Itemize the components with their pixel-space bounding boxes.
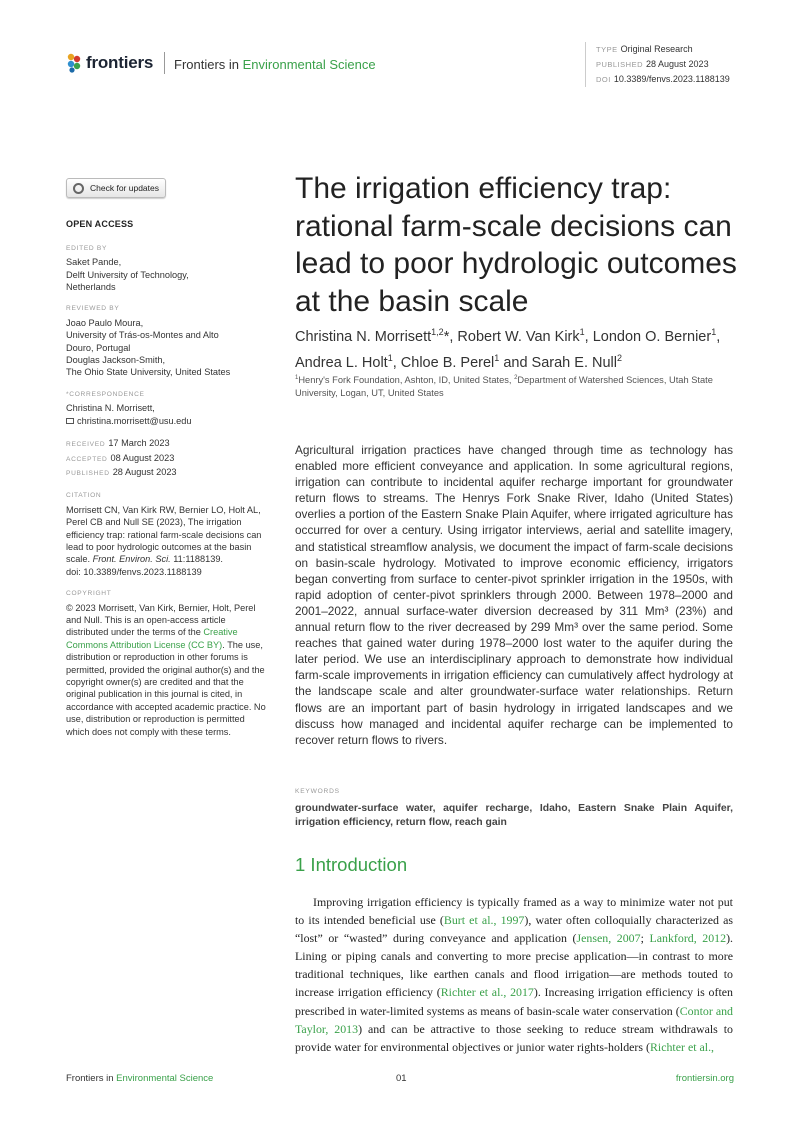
footer-site-link[interactable]: frontiersin.org [675,1073,734,1084]
edited-by-label: EDITED BY [66,244,108,252]
page-header [0,0,800,100]
keywords-label: KEYWORDS [295,788,340,795]
copyright-pre: © 2023 Morrisett, Van Kirk, Bernier, Holt, Perel and Null. This is an open-access article distributed under the terms of the [66,602,256,638]
accepted-value: 08 August 2023 [110,452,175,463]
editor-affiliation: Delft University of Technology, [66,269,189,280]
check-updates-label: Check for updates [90,183,159,193]
correspondence-email[interactable] [66,415,266,427]
affiliation-1-sup: 1 [295,375,299,381]
author-affiliation-sup: 1 [579,327,585,337]
citation-body: Morrisett CN, Van Kirk RW, Bernier LO, Holt AL, Perel CB and Null SE (2023), The irrigation efficiency trap: rational farm-scale decisions can lead to poor hydrologic outcomes at the basin scale. [66,504,262,565]
intro-text: ). Increasing irrigation efficiency is often prescribed in water-limited systems as means of basin-scale water conservation ( [295,985,733,1018]
author-name[interactable]: Andrea L. Holt [295,354,388,371]
published-label: PUBLISHED [66,469,110,477]
keywords: groundwater-surface water, aquifer recharge, Idaho, Eastern Snake Plain Aquifer, irrigation efficiency, return flow, reach gain [295,803,733,828]
article-meta [585,42,730,87]
accepted-label: ACCEPTED [66,455,108,463]
open-access-label: OPEN ACCESS [66,219,134,230]
citation-link[interactable]: Contor and Taylor, 2013 [295,1003,733,1036]
citation-journal: Front. Environ. Sci. [92,554,171,565]
citation-link[interactable]: Burt et al., 1997 [443,913,525,928]
reviewer-name: Douglas Jackson-Smith, [66,355,166,366]
journal-title: Environmental Science [242,57,376,72]
intro-text: ), water often colloquially characterized as “lost” or “wasted” during conveyance and application ( [295,913,733,946]
copyright-text [66,602,266,738]
author-name[interactable]: Sarah E. Null [531,354,617,371]
meta-published-value: 28 August 2023 [646,59,709,69]
author-name[interactable]: London O. Bernier [592,328,712,345]
affiliation-2-sup: 2 [514,375,518,381]
frontiers-logo-icon [66,53,82,73]
meta-doi-value[interactable]: 10.3389/fenvs.2023.1188139 [613,74,730,84]
intro-text: ; [640,931,650,946]
footer-journal[interactable] [66,1073,213,1084]
article-title: The irrigation efficiency trap: rational farm-scale decisions can lead to poor hydrologic outcomes at the basin scale [295,172,737,318]
author-name[interactable]: Chloe B. Perel [400,354,495,371]
cc-license-link[interactable]: Creative Commons Attribution License (CC BY) [66,627,238,650]
check-for-updates-button[interactable] [66,178,166,198]
reviewer-affiliation: Douro, Portugal [66,342,131,353]
frontiers-logo[interactable] [66,53,153,73]
author-affiliation-sup: 1,2 [431,327,444,337]
reviewer-name: Joao Paulo Moura, [66,317,144,328]
citation-link[interactable]: Richter et al., [649,1039,715,1054]
correspondence-label: *CORRESPONDENCE [66,390,145,398]
page-number: 01 [396,1073,407,1084]
citation-link[interactable]: Lankford, 2012 [649,931,727,946]
abstract: Agricultural irrigation practices have changed through time as technology has enabled more efficient conveyance and application. In some agricultural regions, irrigation can contribute to incidental aquifer recharge important for groundwater return flows to streams. The Henrys Fork Snake River, Idaho (United States) overlies a portion of the Eastern Snake Plain Aquifer, where irrigated agriculture has occurred for over a century. Using irrigator interviews, aerial and satellite imagery, and statistical streamflow analysis, we document the impact of farm-scale decisions on basin-scale hydrology. Motivated to improve economic efficiency, irrigators began converting from surface to center-pivot sprinkler irrigation in the 1950s, with rapid adoption of center-pivot sprinklers through 2000. Between 1978–2000 and 2001–2022, annual surface-water diversion decreased by 311 Mm³ (23%) and annual return flow to the river decreased by 299 Mm³ over the same period. Some reaches that gained water during 1978–2000 lost water to the aquifer during the later period. We use an interdisciplinary approach to demonstrate how individual farm-scale improvements in irrigation efficiency can cumulatively affect hydrology at the landscape scale and alter groundwater-surface water relationships. Return flows are an important part of basin hydrology in irrigated landscapes and we discuss how managed and incidental aquifer recharge can be implemented to recover return flows to rivers. [295,443,733,747]
email-address[interactable]: christina.morrisett@usu.edu [77,415,192,426]
affiliation-1: Henry's Fork Foundation, Ashton, ID, United States, [298,375,515,386]
edited-by [66,256,266,293]
intro-text: Improving irrigation efficiency is typically framed as a way to minimize water not put to its intended beneficial use ( [295,895,733,928]
journal-prefix: Frontiers in [174,57,243,72]
citation-text [66,504,266,578]
reviewed-by-label: REVIEWED BY [66,305,120,313]
update-check-icon [73,183,84,194]
correspondence-name: Christina N. Morrisett, [66,403,155,414]
received-value: 17 March 2023 [108,438,170,449]
copyright-post: . The use, distribution or reproduction in other forums is permitted, provided the original author(s) and the copyright owner(s) are credited and that the original publication in this journal is cited, in accordance with accepted academic practice. No use, distribution or reproduction is permitted which does not comply with these terms. [66,639,266,737]
footer-journal-name: Environmental Science [116,1073,214,1084]
editor-country: Netherlands [66,282,116,293]
author-name[interactable]: Christina N. Morrisett [295,328,432,345]
author-list: Christina N. Morrisett$^{1,2}$*, Robert W. Van Kirk$^1$, London O. Bernier$^1$, Andrea L. Holt$^1$, Chloe B. Perel$^1$ and Sarah E. Null$^2$ [295,327,721,371]
journal-name[interactable] [174,57,376,72]
published-date [66,466,266,480]
affiliations [295,372,735,399]
footer-journal-prefix: Frontiers in [66,1073,117,1084]
article-sidebar [66,178,266,738]
article-dates [66,437,266,480]
header-divider [164,52,165,74]
reviewer-affiliation: The Ohio State University, United States [66,367,231,378]
meta-doi-label: DOI [596,75,611,84]
received-label: RECEIVED [66,441,106,449]
citation-volume: 11:1188139. [170,554,223,565]
copyright-label: COPYRIGHT [66,590,112,598]
editor-name: Saket Pande, [66,257,122,268]
received-date [66,437,266,451]
author-name[interactable]: Robert W. Van Kirk [457,328,580,345]
introduction-paragraph [295,893,733,1056]
author-affiliation-sup: 1 [387,352,393,363]
meta-type-label: TYPE [596,45,618,54]
section-heading-introduction: 1 Introduction [295,854,408,875]
author-affiliation-sup: 2 [616,352,622,363]
meta-published-label: PUBLISHED [596,60,644,69]
author-affiliation-sup: 1 [711,327,717,337]
meta-doi[interactable] [596,72,730,87]
logo-text: frontiers [86,53,154,72]
reviewer-affiliation: University of Trás-os-Montes and Alto [66,330,219,341]
meta-type [596,42,730,57]
meta-published [596,57,730,72]
intro-text: ). Lining or piping canals and converting to more precise application—in contrast to more traditional techniques, like earthen canals and flood irrigation—are methods touted to increase irrigation efficiency ( [295,931,734,1000]
meta-type-value: Original Research [620,44,693,54]
published-value: 28 August 2023 [112,466,177,477]
author-affiliation-sup: 1 [494,352,500,363]
affiliation-2: Department of Watershed Sciences, Utah State University, Logan, UT, United States [295,375,713,398]
citation-link[interactable]: Jensen, 2007 [576,931,641,946]
citation-label: CITATION [66,492,102,500]
accepted-date [66,452,266,466]
email-icon [66,418,74,424]
citation-doi: doi: 10.3389/fenvs.2023.1188139 [66,566,202,577]
corresponding-mark: * [443,328,450,345]
intro-text: ) and can be attractive to those seeking to reduce stream withdrawals to provide water for environmental objectives or junior water rights-holders ( [295,1021,733,1054]
citation-link[interactable]: Richter et al., 2017 [440,985,534,1000]
reviewed-by [66,317,266,379]
